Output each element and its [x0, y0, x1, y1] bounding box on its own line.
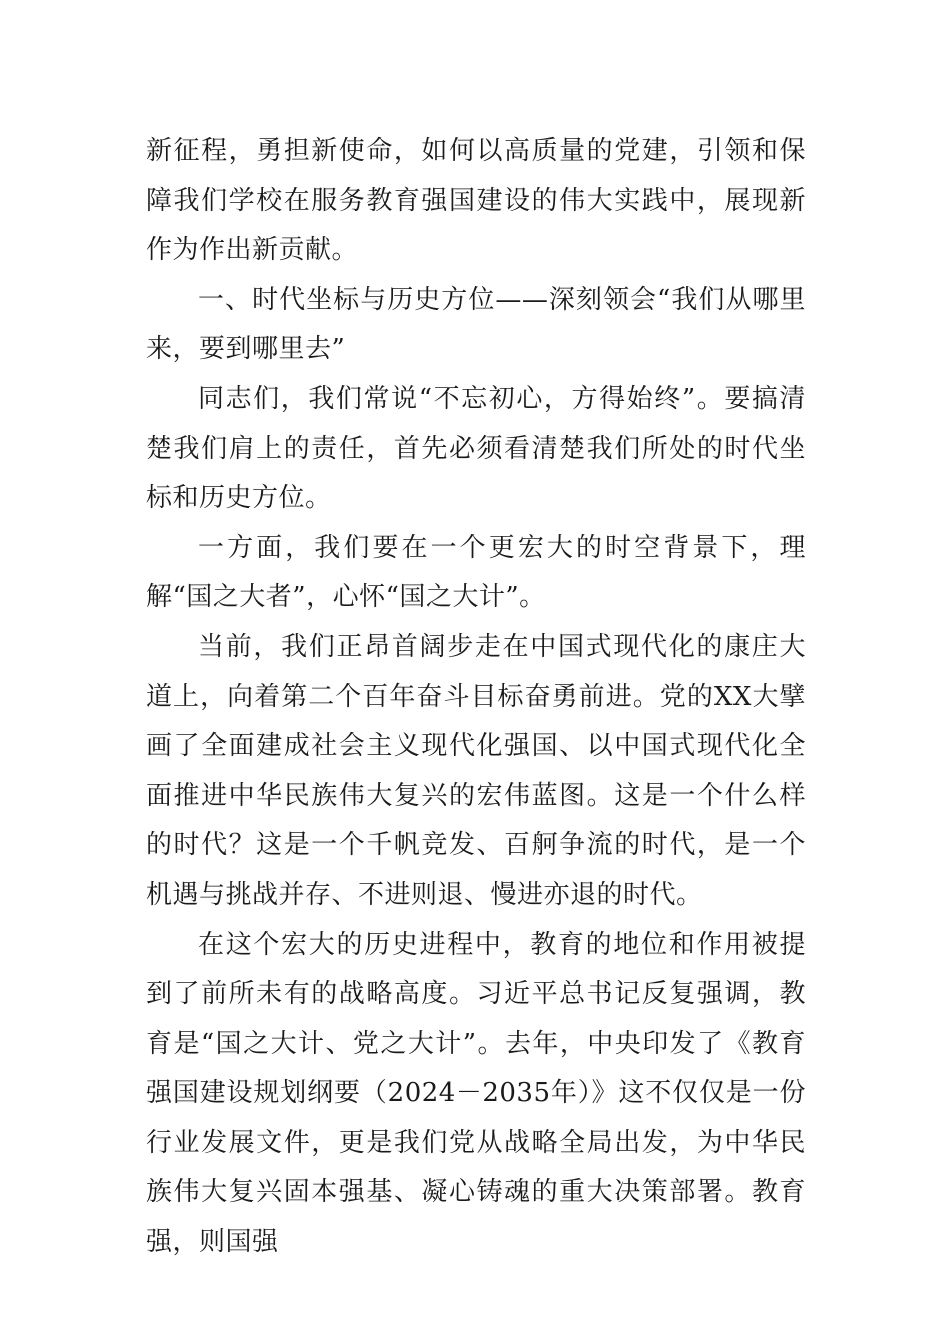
section-heading: 一、时代坐标与历史方位——深刻领会“我们从哪里来，要到哪里去”	[146, 284, 806, 365]
paragraph-continuation: 新征程，勇担新使命，如何以高质量的党建，引领和保障我们学校在服务教育强国建设的伟大实践中，展现新作为作出新贡献。	[146, 136, 806, 266]
document-body	[146, 127, 806, 1268]
paragraph: 一方面，我们要在一个更宏大的时空背景下，理解“国之大者”，心怀“国之大计”。	[146, 532, 806, 613]
paragraph: 当前，我们正昂首阔步走在中国式现代化的康庄大道上，向着第二个百年奋斗目标奋勇前进。党的XX大擘画了全面建成社会主义现代化强国、以中国式现代化全面推进中华民族伟大复兴的宏伟蓝图。这是一个什么样的时代？这是一个千帆竞发、百舸争流的时代，是一个机遇与挑战并存、不进则退、慢进亦退的时代。	[146, 631, 806, 910]
paragraph: 在这个宏大的历史进程中，教育的地位和作用被提到了前所未有的战略高度。习近平总书记反复强调，教育是“国之大计、党之大计”。去年，中央印发了《教育强国建设规划纲要（2024－2035年）》这不仅仅是一份行业发展文件，更是我们党从战略全局出发，为中华民族伟大复兴固本强基、凝心铸魂的重大决策部署。教育强，则国强	[146, 929, 806, 1258]
paragraph: 同志们，我们常说“不忘初心，方得始终”。要搞清楚我们肩上的责任，首先必须看清楚我们所处的时代坐标和历史方位。	[146, 383, 806, 514]
